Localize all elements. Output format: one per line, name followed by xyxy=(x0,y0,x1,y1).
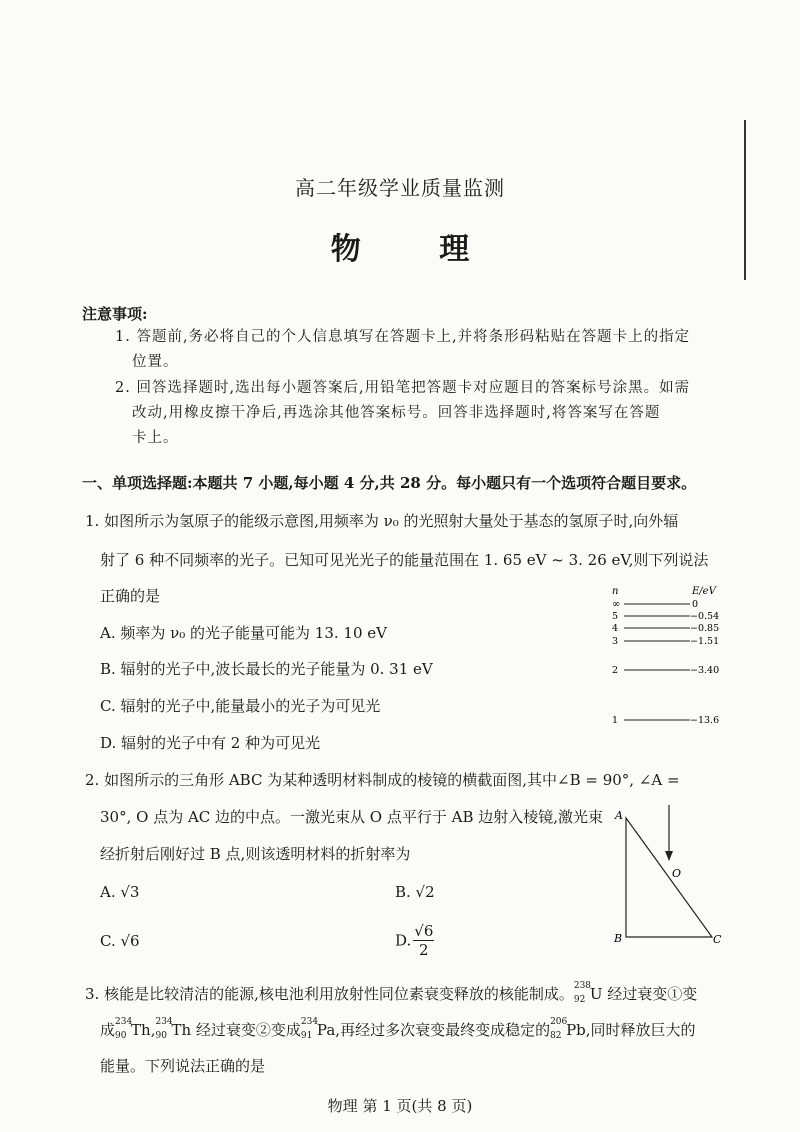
q3-text: ,同时释放巨大的 xyxy=(585,1021,696,1039)
q1-stem-line2: 射了 6 种不同频率的光子。已知可见光光子的能量范围在 1. 65 eV ~ 3. 26 eV,则下列说法 xyxy=(100,551,709,569)
notice-item-1: 1. 答题前,务必将自己的个人信息填写在答题卡上,并将条形码粘贴在答题卡上的指定 xyxy=(115,329,691,345)
q2-stem-line3: 经折射后刚好过 B 点,则该透明材料的折射率为 xyxy=(100,845,411,863)
point-o-label: O xyxy=(672,867,682,880)
fraction-denominator: 2 xyxy=(419,941,429,959)
energy-level-diagram xyxy=(600,578,730,728)
q1-option-c: C. 辐射的光子中,能量最小的光子为可见光 xyxy=(100,697,381,715)
notice-item-1-cont: 位置。 xyxy=(132,354,179,370)
q2-option-b: B. √2 xyxy=(395,883,435,901)
q3-text: 成 xyxy=(100,1021,116,1039)
notice-item-2-cont2: 卡上。 xyxy=(132,430,179,446)
q1-option-a: A. 频率为 ν₀ 的光子能量可能为 13. 10 eV xyxy=(100,624,387,642)
vertex-a-label: A xyxy=(615,809,623,822)
level-e: −1.51 xyxy=(690,636,720,647)
isotope-th234: 234 90 xyxy=(155,1017,173,1041)
q1-option-d: D. 辐射的光子中有 2 种为可见光 xyxy=(100,734,321,752)
q3-text: 经过衰变②变成 xyxy=(191,1021,301,1039)
isotope-symbol: Pa xyxy=(316,1021,336,1039)
energy-level-2 xyxy=(612,623,719,634)
q3-stem-line3: 能量。下列说法正确的是 xyxy=(100,1057,266,1075)
vertex-c-label: C xyxy=(713,933,722,946)
level-n: ∞ xyxy=(612,599,621,610)
q1-option-b: B. 辐射的光子中,波长最长的光子能量为 0. 31 eV xyxy=(100,660,433,678)
level-e: −0.54 xyxy=(690,611,720,622)
isotope-pa234: 234 91 xyxy=(300,1017,319,1041)
energy-level-5 xyxy=(612,715,719,726)
level-n: 2 xyxy=(612,665,619,676)
energy-level-1 xyxy=(612,611,719,622)
notice-heading: 注意事项: xyxy=(82,305,148,323)
q2-option-d xyxy=(395,922,434,959)
energy-level-4 xyxy=(612,665,719,676)
q2-option-d-prefix: D. xyxy=(395,931,412,950)
level-e: 0 xyxy=(692,599,699,610)
q1-stem-line1: 1. 如图所示为氢原子的能级示意图,用频率为 ν₀ 的光照射大量处于基态的氢原子时,向外辐 xyxy=(85,512,679,530)
energy-level-3 xyxy=(612,636,719,647)
q3-text: ,再经过多次衰变最终变成稳定的 xyxy=(335,1021,551,1039)
fraction-numerator: √6 xyxy=(414,922,434,940)
q1-stem-line3: 正确的是 xyxy=(100,587,161,605)
energy-level-0 xyxy=(612,599,698,610)
energy-e-label: E/eV xyxy=(692,586,716,597)
isotope-pb206: 206 82 xyxy=(550,1017,568,1041)
notice-item-2-cont: 改动,用橡皮擦干净后,再选涂其他答案标号。回答非选择题时,将答案写在答题 xyxy=(132,405,661,421)
energy-n-label: n xyxy=(612,586,619,597)
q2-stem-line1: 2. 如图所示的三角形 ABC 为某种透明材料制成的棱镜的横截面图,其中∠B = 90°, ∠A = xyxy=(85,771,680,789)
q2-option-a: A. √3 xyxy=(100,883,140,901)
prism-triangle-diagram xyxy=(610,805,730,950)
page-footer: 物理 第 1 页(共 8 页) xyxy=(327,1097,473,1115)
q3-text: , xyxy=(150,1021,156,1039)
exam-title: 物 理 xyxy=(330,232,504,267)
level-e: −13.6 xyxy=(690,715,720,726)
level-e: −0.85 xyxy=(690,623,720,634)
level-n: 4 xyxy=(612,623,619,634)
exam-subtitle: 高二年级学业质量监测 xyxy=(295,176,505,200)
isotope-symbol: Th xyxy=(131,1021,151,1039)
isotope-symbol: Th xyxy=(171,1021,192,1039)
vertex-b-label: B xyxy=(614,932,623,945)
level-n: 3 xyxy=(612,636,619,647)
q2-option-c: C. √6 xyxy=(100,932,140,950)
isotope-u238: 238 92 xyxy=(573,981,592,1005)
level-n: 5 xyxy=(612,611,619,622)
notice-item-2: 2. 回答选择题时,选出每小题答案后,用铅笔把答题卡对应题目的答案标号涂黑。如需 xyxy=(115,380,691,396)
isotope-symbol: Pb xyxy=(566,1021,586,1039)
level-e: −3.40 xyxy=(690,665,720,676)
fraction xyxy=(413,922,434,959)
isotope-symbol: U xyxy=(589,985,603,1003)
section-heading: 一、单项选择题:本题共 7 小题,每小题 4 分,共 28 分。每小题只有一个选项符合题目要求。 xyxy=(82,474,697,492)
isotope-th234: 234 90 xyxy=(115,1017,133,1041)
q3-text: 3. 核能是比较清洁的能源,核电池利用放射性同位素衰变释放的核能制成。 xyxy=(85,985,574,1003)
q2-stem-line2: 30°, O 点为 AC 边的中点。一激光束从 O 点平行于 AB 边射入棱镜,激光束 xyxy=(100,808,604,826)
q3-text: 经过衰变①变 xyxy=(602,985,698,1003)
level-n: 1 xyxy=(612,715,619,726)
q3-stem-line1 xyxy=(85,983,697,1004)
q3-stem-line2 xyxy=(100,1019,696,1040)
